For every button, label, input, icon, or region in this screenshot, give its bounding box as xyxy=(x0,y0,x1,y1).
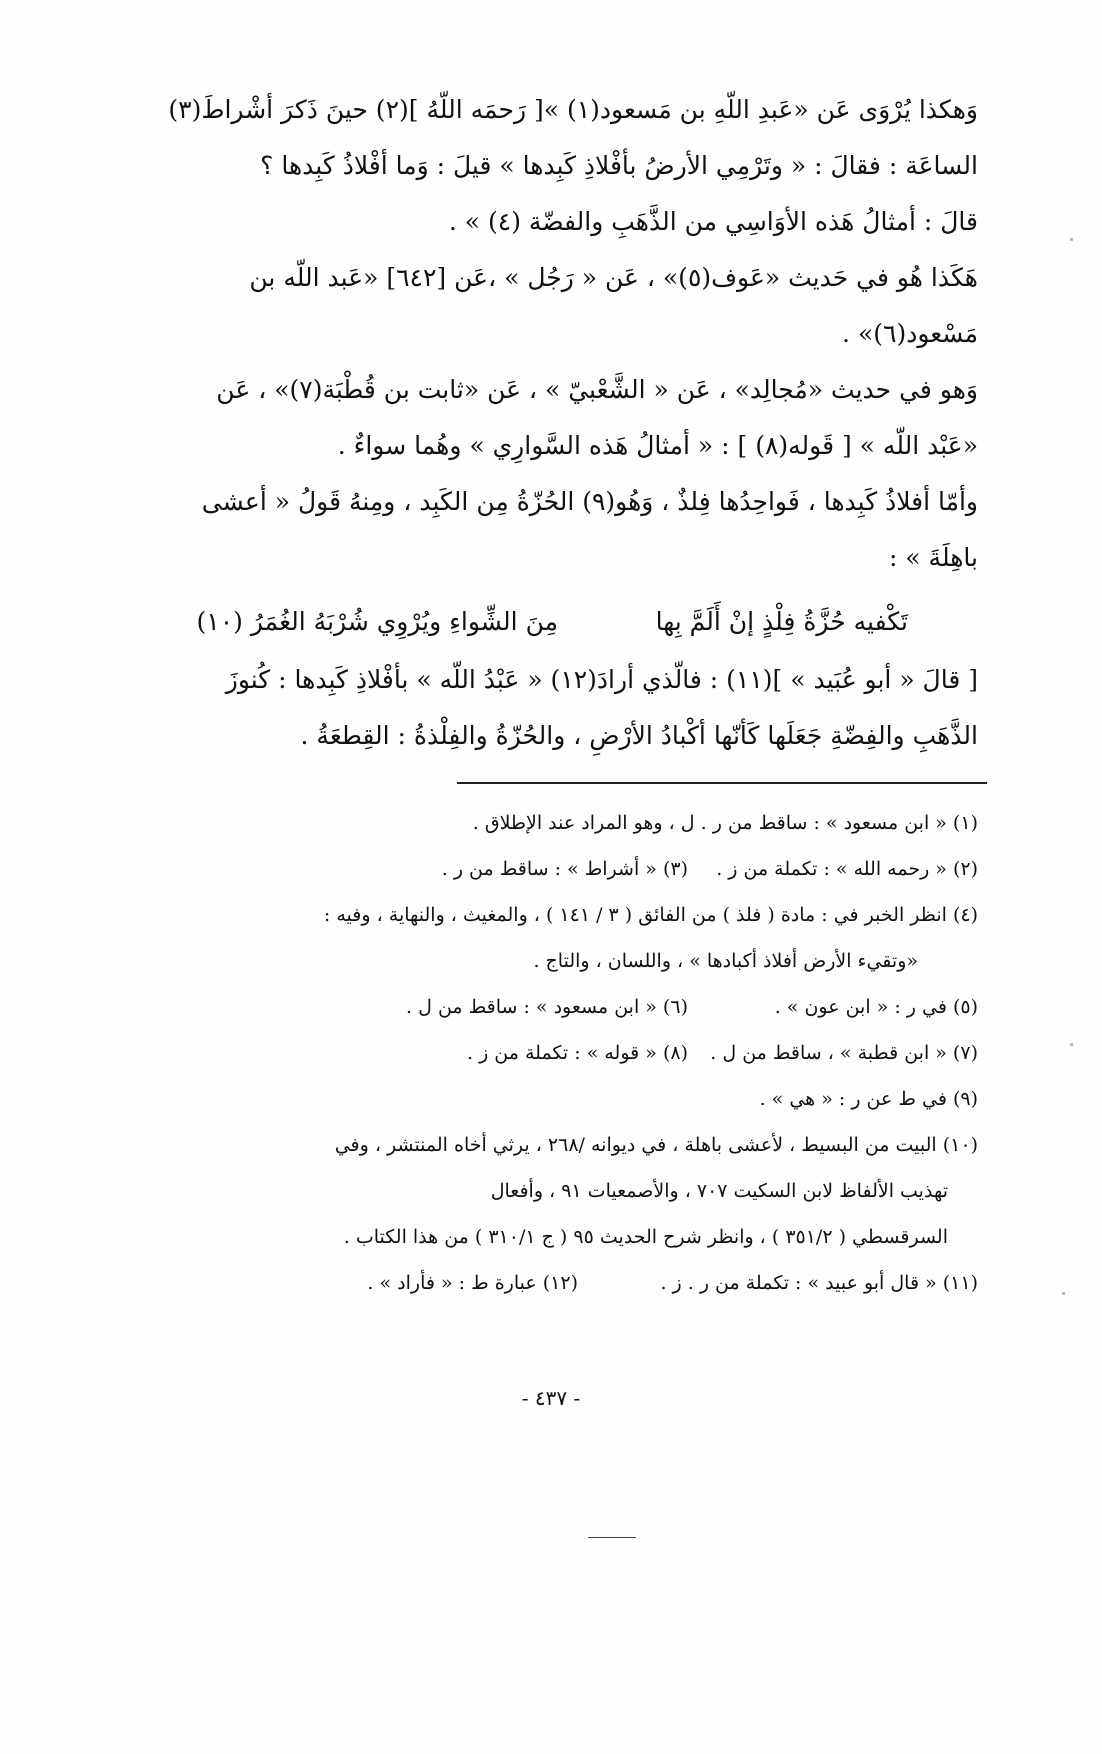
footnote-line: (١٠) البيت من البسيط ، لأعشى باهلة ، في ديوانه /٢٦٨ ، يرثي أخاه المنتشر ، وفي xyxy=(334,1134,978,1156)
footnote-line: (١) « ابن مسعود » : ساقط من ر . ل ، وهو المراد عند الإطلاق . xyxy=(472,812,978,834)
footnote-separator-rule xyxy=(457,782,987,784)
main-text-line: الذَّهَبِ والفِضّةِ جَعَلَها كَأنّها أكْبادُ الأرْضِ ، والحُزّةُ والفِلْذةُ : القِطعَةُ . xyxy=(300,721,978,750)
main-text-line: هَكَذا هُو في حَديث «عَوف(٥)» ، عَن « رَجُل » ،عَن [٦٤٢] «عَبد اللّه بن xyxy=(249,263,978,292)
footnote-item: (١١) « قال أبو عبيد » : تكملة من ر . ز . xyxy=(660,1272,978,1294)
scan-speck xyxy=(1062,1292,1065,1295)
footnote-line: السرقسطي ( ٣٥١/٢ ) ، وانظر شرح الحديث ٩٥ ( ج ٣١٠/١ ) من هذا الكتاب . xyxy=(343,1226,948,1248)
page-number: - ٤٣٧ - xyxy=(521,1386,581,1410)
verse-first-hemistich: تَكْفيه حُزَّةُ فِلْذٍ إنْ أَلَمَّ بِها xyxy=(655,607,908,636)
footnote-item: (٧) « ابن قطبة » ، ساقط من ل . xyxy=(710,1042,978,1064)
footnotes-block xyxy=(168,800,978,1306)
main-text-line: «عَبْد اللّه » [ قَوله(٨) ] : « أمثالُ هَذه السَّوارِي » وهُما سواءٌ . xyxy=(337,431,978,460)
footnote-item: (٢) « رحمه الله » : تكملة من ز . xyxy=(716,858,978,880)
scan-speck xyxy=(1070,238,1073,241)
footnote-line: تهذيب الألفاظ لابن السكيت ٧٠٧ ، والأصمعيات ٩١ ، وأفعال xyxy=(490,1180,948,1202)
verse-second-hemistich: مِنَ الشِّواءِ ويُرْوِي شُرْبَهُ الغُمَرُ (١٠) xyxy=(196,607,558,636)
footnote-line: (٩) في ط عن ر : « هي » . xyxy=(759,1088,978,1110)
footnote-line: «وتقيء الأرض أفلاذ أكبادها » ، واللسان ، والتاج . xyxy=(533,950,918,972)
footnote-item: (٣) « أشراط » : ساقط من ر . xyxy=(441,858,688,880)
footnote-pair-line xyxy=(168,1260,978,1306)
main-text-line: باهِلَةَ » : xyxy=(888,543,978,572)
bottom-mark-rule xyxy=(588,1537,636,1538)
main-text-line: [ قالَ « أبو عُبَيد » ](١١) : فالّذي أرادَ(١٢) « عَبْدُ اللّه » بأفْلاذِ كَبِدها : كُنوزَ xyxy=(225,665,978,694)
footnote-pair-line xyxy=(168,846,978,892)
main-text-line: قالَ : أمثالُ هَذه الأوَاسِي من الذَّهَبِ والفضّة (٤) » . xyxy=(448,207,978,236)
main-text-line: وأمّا أفلاذُ كَبِدها ، فَواحِدُها فِلذٌ ، وَهُو(٩) الحُزّةُ مِن الكَبِد ، ومِنهُ قَولُ « أعشى xyxy=(201,487,978,516)
footnote-item: (٨) « قوله » : تكملة من ز . xyxy=(467,1042,688,1064)
footnote-line: (٤) انظر الخبر في : مادة ( فلذ ) من الفائق ( ٣ / ١٤١ ) ، والمغيث ، والنهاية ، وفيه : xyxy=(323,904,978,926)
footnote-item: (١٢) عبارة ط : « فأراد » . xyxy=(367,1272,578,1294)
main-text-line: وَهكذا يُرْوَى عَن «عَبدِ اللّهِ بن مَسعود(١) »[ رَحمَه اللّهُ ](٢) حينَ ذَكرَ أشْراطَ(٣) xyxy=(168,95,978,124)
footnote-pair-line xyxy=(168,1030,978,1076)
main-text-line: وَهو في حديث «مُجالِد» ، عَن « الشَّعْبيّ » ، عَن «ثابت بن قُطْبَة(٧)» ، عَن xyxy=(216,375,978,404)
footnote-item: (٥) في ر : « ابن عون » . xyxy=(774,996,978,1018)
footnote-item: (٦) « ابن مسعود » : ساقط من ل . xyxy=(406,996,688,1018)
scan-speck xyxy=(1070,1043,1073,1046)
main-text-block-continued xyxy=(168,652,978,764)
footnote-pair-line xyxy=(168,984,978,1030)
main-text-block xyxy=(168,82,978,586)
main-text-line: مَسْعود(٦)» . xyxy=(842,319,978,348)
main-text-line: الساعَة : فقالَ : « وتَرْمِي الأرضُ بأفْلاذِ كَبِدها » قيلَ : وَما أفْلاذُ كَبِدها ؟ xyxy=(260,151,978,180)
